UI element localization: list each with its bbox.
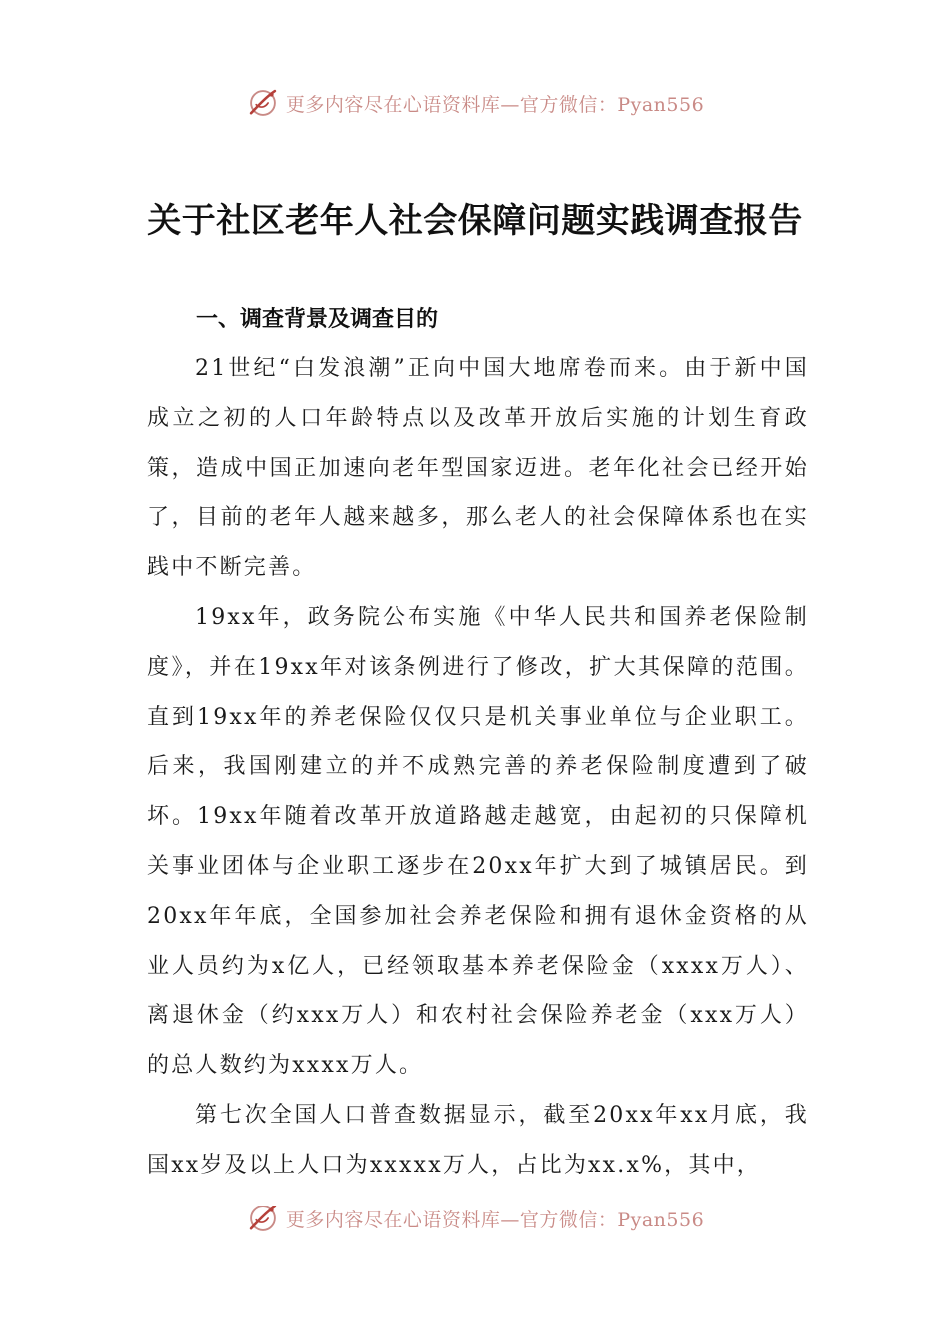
body-paragraph: 第七次全国人口普查数据显示，截至20xx年xx月底，我国xx岁及以上人口为xxxxx万人，占比为xx.x%，其中， (147, 1103, 809, 1178)
brush-logo-icon (246, 1206, 280, 1235)
body-paragraph: 21世纪“白发浪潮”正向中国大地席卷而来。由于新中国成立之初的人口年龄特点以及改革开放后实施的计划生育政策，造成中国正加速向老年型国家迈进。老年化社会已经开始了，目前的老年人越来越多，那么老人的社会保障体系也在实践中不断完善。 (147, 356, 809, 581)
footer-watermark-text: 更多内容尽在心语资料库—官方微信：Pyan556 (285, 1208, 705, 1231)
header-watermark-text: 更多内容尽在心语资料库—官方微信：Pyan556 (285, 93, 705, 116)
footer-watermark (0, 1206, 950, 1242)
document-title: 关于社区老年人社会保障问题实践调查报告 (147, 201, 803, 241)
header-watermark (0, 82, 950, 124)
brush-logo-icon (246, 86, 280, 120)
section-heading: 一、调查背景及调查目的 (196, 307, 439, 332)
body-paragraph: 19xx年，政务院公布实施《中华人民共和国养老保险制度》，并在19xx年对该条例进行了修改，扩大其保障的范围。直到19xx年的养老保险仅仅只是机关事业单位与企业职工。后来，我国刚建立的并不成熟完善的养老保险制度遭到了破坏。19xx年随着改革开放道路越走越宽，由起初的只保障机关事业团体与企业职工逐步在20xx年扩大到了城镇居民。到20xx年年底，全国参加社会养老保险和拥有退休金资格的从业人员约为x亿人，已经领取基本养老保险金（xxxx万人）、离退休金（约xxx万人）和农村社会保险养老金（xxx万人）的总人数约为xxxx万人。 (147, 605, 809, 1079)
